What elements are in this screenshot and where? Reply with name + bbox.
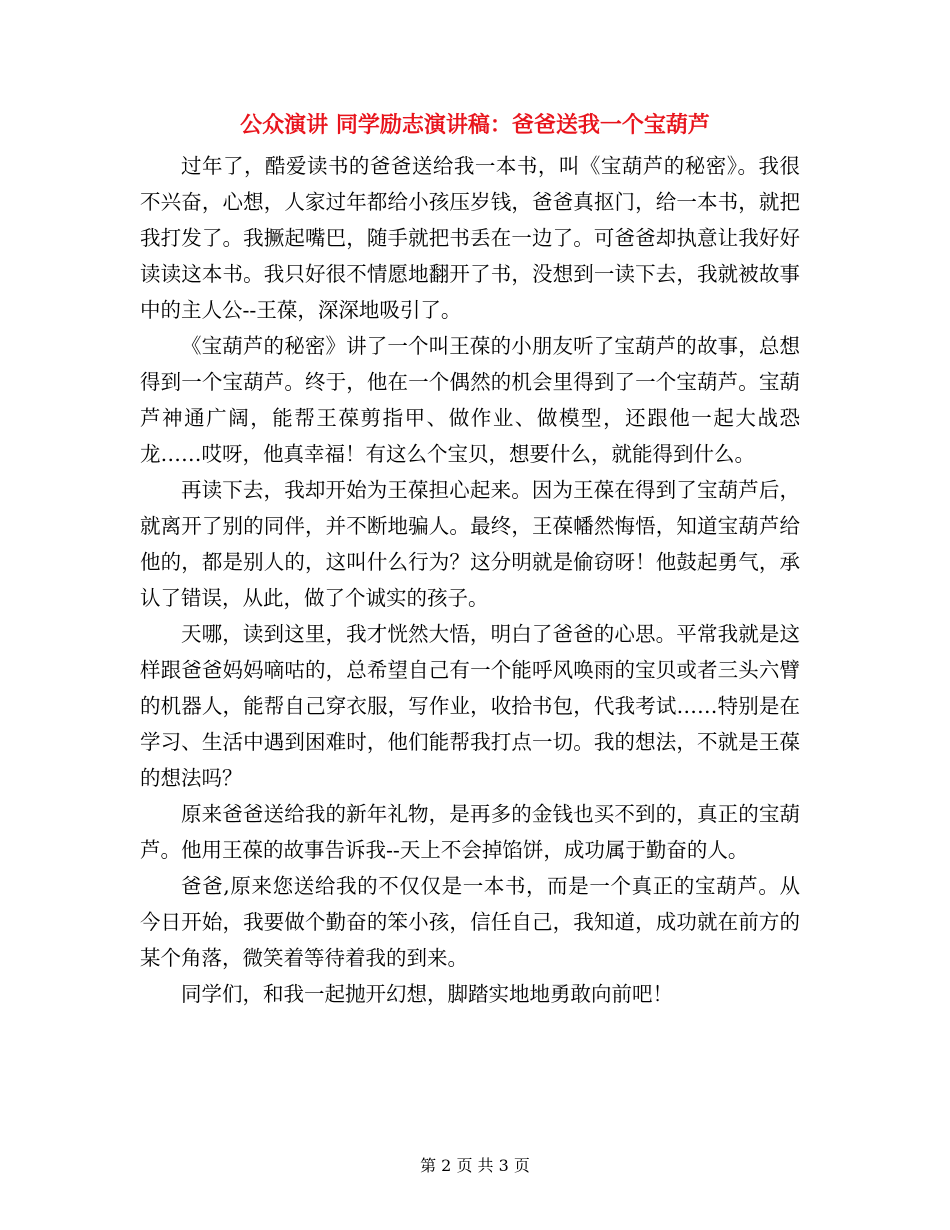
paragraph: 过年了，酷爱读书的爸爸送给我一本书，叫《宝葫芦的秘密》。我很不兴奋，心想，人家过年都给小孩压岁钱，爸爸真抠门，给一本书，就把我打发了。我撅起嘴巴，随手就把书丢在一边了。可爸爸却执意让我好好读读这本书。我只好很不情愿地翻开了书，没想到一读下去，我就被故事中的主人公--王葆，深深地吸引了。: [140, 154, 800, 322]
paragraph: 再读下去，我却开始为王葆担心起来。因为王葆在得到了宝葫芦后，就离开了别的同伴，并不断地骗人。最终，王葆幡然悔悟，知道宝葫芦给他的，都是别人的，这叫什么行为？这分明就是偷窃呀！他鼓起勇气，承认了错误，从此，做了个诚实的孩子。: [140, 478, 800, 610]
paragraph: 同学们，和我一起抛开幻想，脚踏实地地勇敢向前吧！: [181, 982, 673, 1006]
paragraph: 爸爸,原来您送给我的不仅仅是一本书，而是一个真正的宝葫芦。从今日开始，我要做个勤奋的笨小孩，信任自己，我知道，成功就在前方的某个角落，微笑着等待着我的到来。: [140, 874, 800, 970]
paragraph: 《宝葫芦的秘密》讲了一个叫王葆的小朋友听了宝葫芦的故事，总想得到一个宝葫芦。终于，他在一个偶然的机会里得到了一个宝葫芦。宝葫芦神通广阔，能帮王葆剪指甲、做作业、做模型，还跟他一起大战恐龙……哎呀，他真幸福！有这么个宝贝，想要什么，就能得到什么。: [140, 334, 800, 466]
paragraph: 原来爸爸送给我的新年礼物，是再多的金钱也买不到的，真正的宝葫芦。他用王葆的故事告诉我--天上不会掉馅饼，成功属于勤奋的人。: [140, 802, 800, 862]
paragraph: 天哪，读到这里，我才恍然大悟，明白了爸爸的心思。平常我就是这样跟爸爸妈妈嘀咕的，总希望自己有一个能呼风唤雨的宝贝或者三头六臂的机器人，能帮自己穿衣服，写作业，收拾书包，代我考试……特别是在学习、生活中遇到困难时，他们能帮我打点一切。我的想法，不就是王葆的想法吗？: [140, 622, 800, 790]
page-number-footer: 第 2 页 共 3 页: [420, 1156, 530, 1175]
document-body: [140, 148, 800, 1012]
document-title: 公众演讲 同学励志演讲稿：爸爸送我一个宝葫芦: [240, 112, 710, 138]
